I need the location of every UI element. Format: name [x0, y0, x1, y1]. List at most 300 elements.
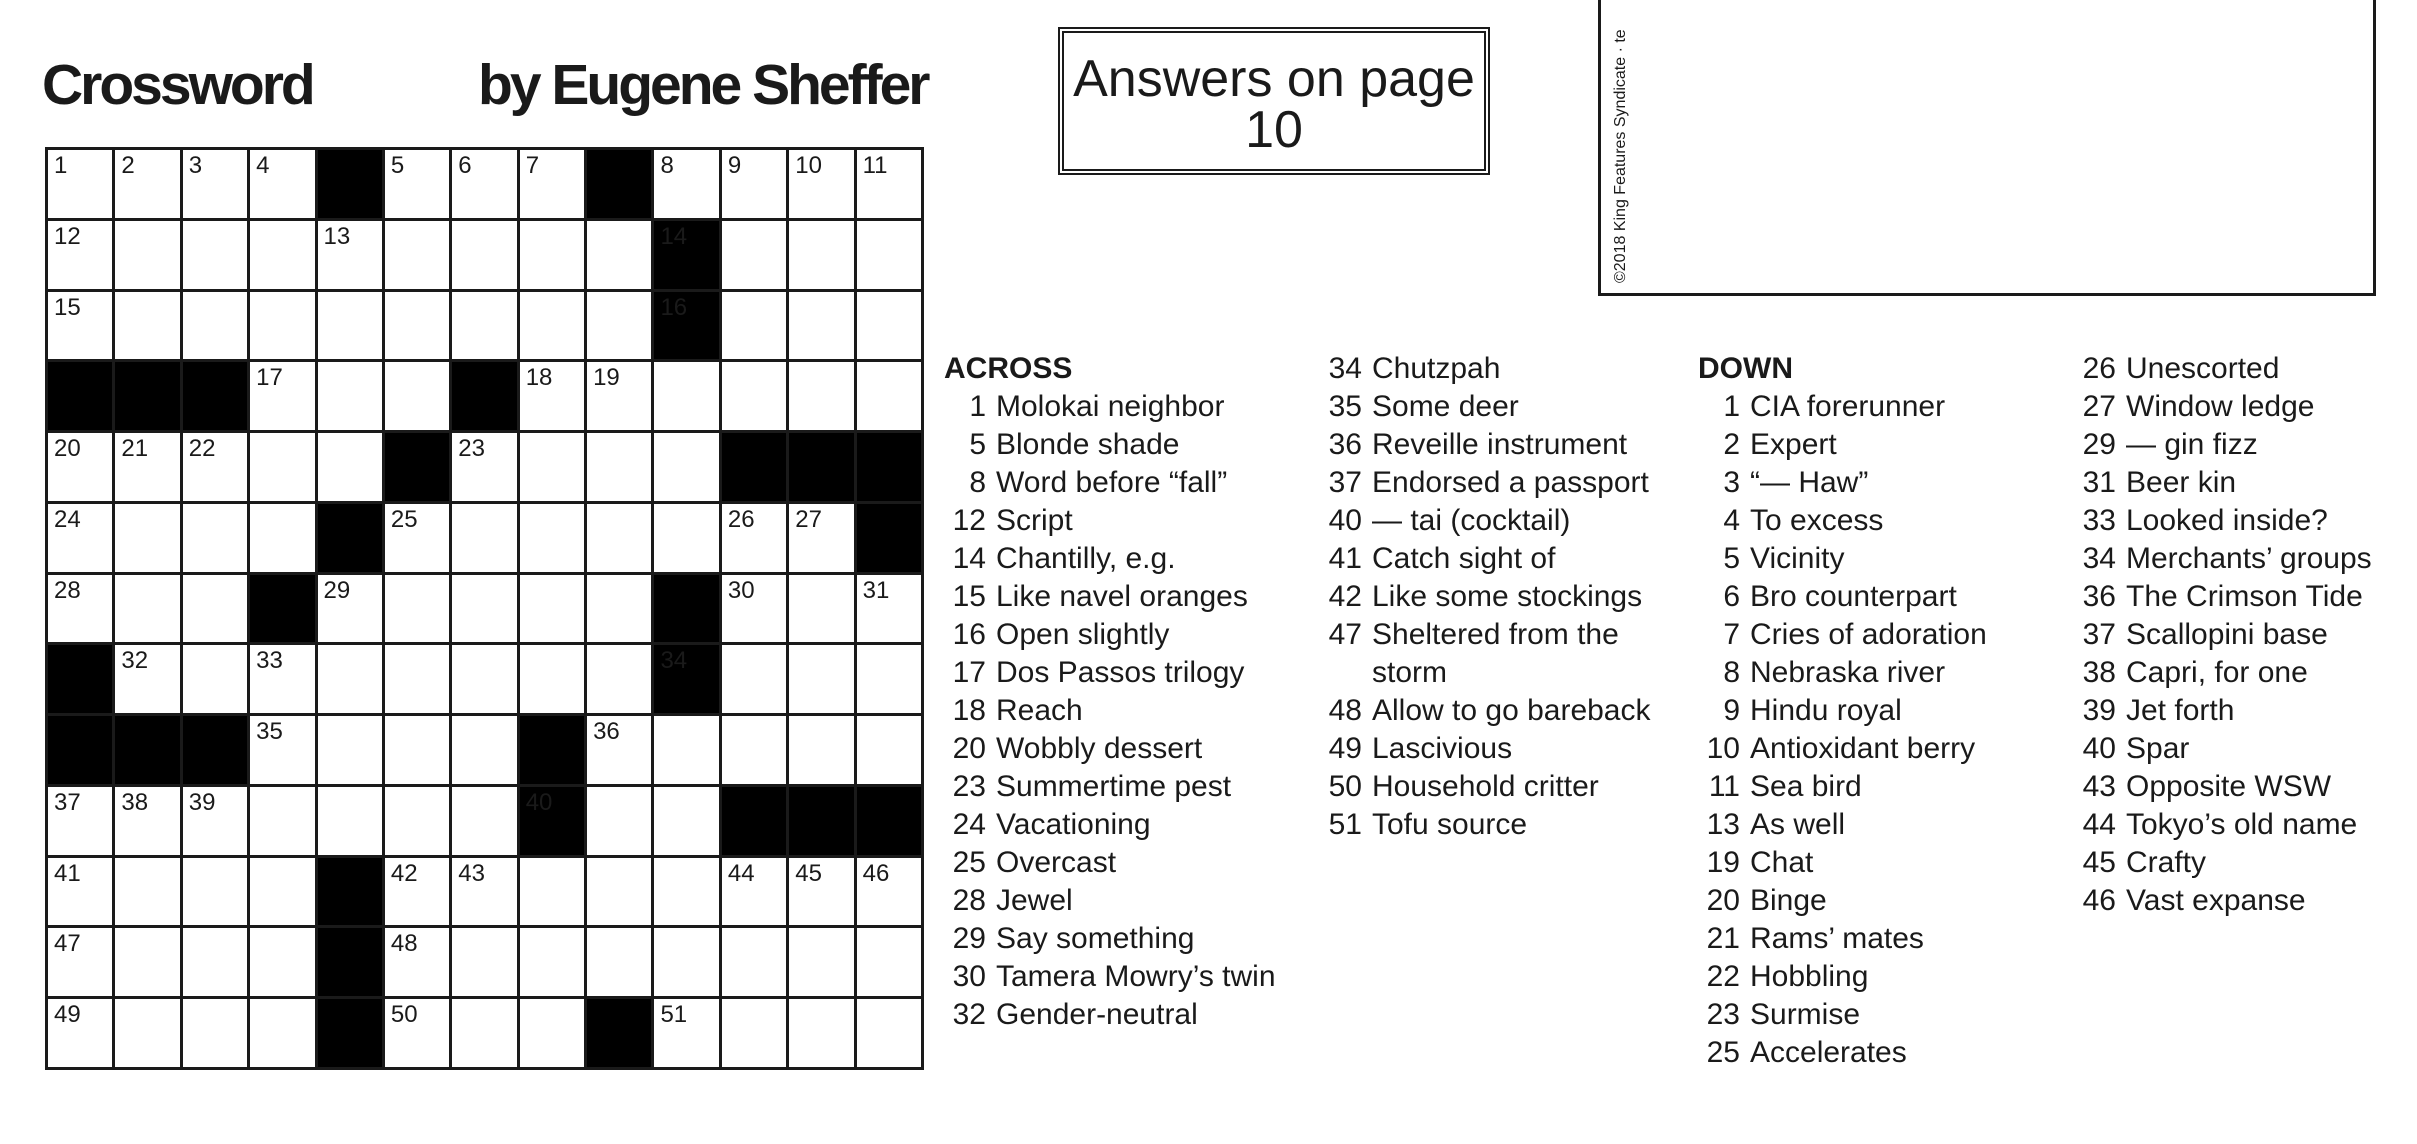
grid-cell[interactable] [452, 292, 516, 360]
clue-number: 16 [660, 293, 688, 321]
grid-cell[interactable] [452, 221, 516, 289]
grid-cell[interactable] [452, 433, 516, 501]
grid-cell[interactable] [722, 150, 786, 218]
grid-cell[interactable] [520, 150, 584, 218]
grid-cell[interactable] [115, 858, 179, 926]
down-heading: DOWN [1698, 352, 1793, 385]
across-clue [944, 464, 1282, 502]
grid-cell[interactable] [48, 858, 112, 926]
clue-text: Beer kin [2126, 466, 2237, 499]
down-clue [1698, 958, 2036, 996]
grid-cell[interactable] [857, 362, 921, 430]
clue-text: — tai (cocktail) [1372, 504, 1571, 537]
grid-cell[interactable] [587, 645, 651, 713]
clue-text: Crafty [2126, 846, 2207, 879]
grid-cell[interactable] [183, 221, 247, 289]
answers-note-box: Answers on page 10 [1058, 27, 1490, 175]
grid-cell[interactable] [857, 150, 921, 218]
across-clues-column-2 [1320, 350, 1680, 844]
clue-text: The Crimson Tide [2126, 580, 2363, 613]
grid-cell[interactable] [789, 999, 853, 1067]
clue-number: 29 [952, 922, 986, 955]
grid-cell[interactable] [722, 858, 786, 926]
clue-number: 43 [2082, 770, 2116, 803]
clue-number: 21 [121, 435, 149, 463]
clue-text: Blonde shade [996, 428, 1180, 461]
clue-text: Merchants’ groups [2126, 542, 2372, 575]
down-clue [1698, 540, 2036, 578]
grid-cell[interactable] [183, 999, 247, 1067]
black-square [318, 150, 382, 218]
across-clue [944, 996, 1282, 1034]
clue-number: 42 [1328, 580, 1362, 613]
down-clue [1698, 920, 2036, 958]
across-clue [944, 730, 1282, 768]
grid-cell[interactable] [115, 221, 179, 289]
grid-cell[interactable] [385, 504, 449, 572]
copyright-notice: ©2018 King Features Syndicate · te [1612, 29, 1629, 283]
black-square [520, 716, 584, 784]
grid-cell[interactable] [520, 858, 584, 926]
grid-cell[interactable] [520, 221, 584, 289]
clue-number: 25 [1706, 1036, 1740, 1069]
grid-cell[interactable] [48, 433, 112, 501]
across-clue [1320, 388, 1680, 426]
clue-text: Chutzpah [1372, 352, 1501, 385]
grid-cell[interactable] [722, 645, 786, 713]
grid-cell[interactable] [587, 292, 651, 360]
grid-cell[interactable] [318, 787, 382, 855]
clue-number: 2 [121, 152, 135, 179]
clue-number: 9 [727, 152, 742, 179]
clue-number: 14 [952, 542, 986, 575]
clue-number: 39 [188, 788, 216, 816]
grid-cell[interactable] [587, 362, 651, 430]
grid-cell[interactable] [587, 858, 651, 926]
black-square [654, 575, 718, 643]
grid-cell[interactable] [115, 787, 179, 855]
across-clue [1320, 350, 1680, 388]
across-clue [944, 502, 1282, 540]
black-square [587, 150, 651, 218]
clue-number: 4 [1723, 504, 1740, 537]
clue-number: 44 [2082, 808, 2116, 841]
clue-number: 32 [121, 647, 149, 675]
grid-cell[interactable] [789, 150, 853, 218]
clue-number: 24 [54, 505, 81, 533]
black-square [857, 504, 921, 572]
black-square [587, 999, 651, 1067]
puzzle-title: Crossword [42, 53, 313, 117]
grid-cell[interactable] [318, 575, 382, 643]
clue-text: Catch sight of [1372, 542, 1556, 575]
grid-cell[interactable] [587, 716, 651, 784]
grid-cell[interactable] [789, 645, 853, 713]
grid-cell[interactable] [789, 928, 853, 996]
grid-cell[interactable] [48, 787, 112, 855]
grid-cell[interactable] [520, 292, 584, 360]
across-clue [944, 616, 1282, 654]
down-clue [1698, 578, 2036, 616]
grid-cell[interactable] [183, 787, 247, 855]
clue-number: 50 [1328, 770, 1362, 803]
clue-number: 28 [54, 576, 81, 604]
clue-text: Scallopini base [2126, 618, 2328, 651]
clue-text: Household critter [1372, 770, 1599, 803]
grid-cell[interactable] [183, 504, 247, 572]
grid-cell[interactable] [48, 999, 112, 1067]
clue-number: 41 [54, 859, 81, 887]
grid-cell[interactable] [452, 787, 516, 855]
grid-cell[interactable] [520, 504, 584, 572]
grid-cell[interactable] [452, 150, 516, 218]
clue-number: 50 [390, 1001, 418, 1029]
clue-number: 33 [2082, 504, 2116, 537]
down-clues-column-1 [1698, 350, 2036, 1072]
clue-text: Gender-neutral [996, 998, 1198, 1031]
down-clue [1698, 806, 2036, 844]
clue-number: 11 [862, 152, 888, 179]
grid-cell[interactable] [587, 433, 651, 501]
clue-number: 8 [1723, 656, 1740, 689]
clue-number: 48 [1328, 694, 1362, 727]
clue-text: Antioxidant berry [1750, 732, 1976, 765]
grid-cell[interactable] [654, 362, 718, 430]
grid-cell[interactable] [857, 858, 921, 926]
grid-cell[interactable] [250, 292, 314, 360]
grid-cell[interactable] [183, 433, 247, 501]
grid-cell[interactable] [250, 858, 314, 926]
grid-cell[interactable] [452, 645, 516, 713]
grid-cell[interactable] [452, 858, 516, 926]
grid-cell[interactable] [857, 645, 921, 713]
clue-number: 44 [727, 859, 755, 887]
grid-cell[interactable] [48, 575, 112, 643]
clue-number: 13 [323, 222, 351, 250]
grid-cell[interactable] [318, 221, 382, 289]
across-clue [1320, 578, 1680, 616]
grid-cell[interactable] [654, 928, 718, 996]
grid-cell[interactable] [587, 504, 651, 572]
grid-cell[interactable] [722, 504, 786, 572]
grid-cell[interactable] [115, 999, 179, 1067]
down-clues-column-2 [2074, 350, 2417, 920]
clue-text: Cries of adoration [1750, 618, 1987, 651]
grid-cell[interactable] [722, 575, 786, 643]
clue-text: Like some stockings [1372, 580, 1643, 613]
clue-number: 17 [952, 656, 986, 689]
grid-cell[interactable] [385, 787, 449, 855]
black-square [318, 999, 382, 1067]
clue-text: Vast expanse [2126, 884, 2306, 917]
grid-cell[interactable] [183, 150, 247, 218]
down-clue [1698, 692, 2036, 730]
clue-number: 10 [795, 152, 822, 179]
grid-cell[interactable] [385, 221, 449, 289]
clue-text: Surmise [1750, 998, 1861, 1031]
clue-text: Overcast [996, 846, 1117, 879]
clue-number: 24 [952, 808, 986, 841]
clue-number: 22 [1706, 960, 1740, 993]
grid-cell[interactable] [520, 999, 584, 1067]
grid-cell[interactable] [722, 716, 786, 784]
grid-cell[interactable] [654, 150, 718, 218]
grid-cell[interactable] [48, 150, 112, 218]
grid-cell[interactable] [385, 575, 449, 643]
grid-cell[interactable] [318, 362, 382, 430]
black-square [48, 716, 112, 784]
clue-number: 43 [458, 859, 485, 887]
grid-cell[interactable] [250, 433, 314, 501]
clue-number: 47 [54, 930, 81, 958]
grid-cell[interactable] [857, 716, 921, 784]
clue-text: Molokai neighbor [996, 390, 1225, 423]
grid-cell[interactable] [115, 150, 179, 218]
clue-number: 33 [256, 647, 283, 675]
clue-text: Hindu royal [1750, 694, 1902, 727]
grid-cell[interactable] [250, 221, 314, 289]
grid-cell[interactable] [857, 221, 921, 289]
across-clue [1320, 464, 1680, 502]
clue-number: 8 [660, 152, 674, 179]
down-clue [2074, 844, 2417, 882]
clue-text: CIA forerunner [1750, 390, 1946, 423]
black-square [250, 575, 314, 643]
clue-number: 5 [969, 428, 986, 461]
grid-cell[interactable] [452, 575, 516, 643]
clue-number: 25 [952, 846, 986, 879]
across-clue [1320, 540, 1680, 578]
grid-cell[interactable] [587, 787, 651, 855]
clue-number: 34 [1328, 352, 1362, 385]
clue-text: “— Haw” [1750, 466, 1869, 499]
grid-cell[interactable] [452, 999, 516, 1067]
grid-cell[interactable] [857, 999, 921, 1067]
grid-cell[interactable] [385, 858, 449, 926]
clue-number: 31 [862, 576, 890, 604]
down-clue [1698, 426, 2036, 464]
clue-text: Tokyo’s old name [2126, 808, 2358, 841]
grid-cell[interactable] [115, 504, 179, 572]
grid-cell[interactable] [385, 716, 449, 784]
clue-text: Reach [996, 694, 1083, 727]
clue-text: Chat [1750, 846, 1814, 879]
clue-number: 11 [1708, 770, 1740, 803]
crossword-grid [45, 147, 924, 1070]
grid-cell[interactable] [789, 362, 853, 430]
black-square [115, 716, 179, 784]
grid-cell[interactable] [722, 999, 786, 1067]
grid-cell[interactable] [385, 999, 449, 1067]
clue-number: 35 [1328, 390, 1362, 423]
clue-number: 8 [969, 466, 986, 499]
clue-number: 40 [2082, 732, 2116, 765]
clue-number: 49 [54, 1001, 81, 1029]
clue-number: 3 [1723, 466, 1740, 499]
clue-number: 18 [525, 364, 553, 392]
clue-number: 15 [54, 293, 81, 321]
clue-text: Vacationing [996, 808, 1151, 841]
clue-number: 51 [1328, 808, 1362, 841]
down-clue [1698, 768, 2036, 806]
clue-number: 12 [952, 504, 986, 537]
grid-cell[interactable] [789, 858, 853, 926]
clue-text: Summertime pest [996, 770, 1232, 803]
grid-cell[interactable] [520, 928, 584, 996]
grid-cell[interactable] [385, 928, 449, 996]
clue-number: 28 [952, 884, 986, 917]
grid-cell[interactable] [183, 858, 247, 926]
grid-cell[interactable] [722, 292, 786, 360]
clue-text: Tamera Mowry’s twin [996, 960, 1276, 993]
grid-cell[interactable] [115, 928, 179, 996]
grid-cell[interactable] [385, 645, 449, 713]
grid-cell[interactable] [789, 221, 853, 289]
grid-cell[interactable] [520, 362, 584, 430]
grid-cell[interactable] [789, 292, 853, 360]
down-clue [2074, 464, 2417, 502]
grid-cell[interactable] [48, 504, 112, 572]
clue-number: 17 [256, 364, 283, 392]
clue-number: 35 [256, 718, 283, 746]
down-clue [1698, 730, 2036, 768]
down-clue [1698, 502, 2036, 540]
clue-text: Nebraska river [1750, 656, 1946, 689]
grid-cell[interactable] [115, 645, 179, 713]
grid-cell[interactable] [452, 928, 516, 996]
grid-cell[interactable] [520, 433, 584, 501]
grid-cell[interactable] [48, 221, 112, 289]
grid-cell[interactable] [452, 504, 516, 572]
clue-number: 29 [323, 576, 351, 604]
grid-cell[interactable] [654, 787, 718, 855]
grid-cell[interactable] [385, 150, 449, 218]
grid-cell[interactable] [654, 504, 718, 572]
across-clue [1320, 806, 1680, 844]
grid-cell[interactable] [452, 716, 516, 784]
across-clue [944, 540, 1282, 578]
clue-number: 36 [1328, 428, 1362, 461]
down-clue [1698, 654, 2036, 692]
clue-number: 30 [727, 576, 755, 604]
grid-cell[interactable] [857, 928, 921, 996]
black-square [857, 787, 921, 855]
grid-cell[interactable] [115, 292, 179, 360]
down-clue [1698, 464, 2036, 502]
grid-cell[interactable] [857, 575, 921, 643]
clue-number: 30 [952, 960, 986, 993]
grid-cell[interactable] [318, 716, 382, 784]
clue-number: 19 [593, 364, 620, 392]
grid-cell[interactable] [183, 928, 247, 996]
ad-box [1598, 0, 2376, 296]
clue-text: Lascivious [1372, 732, 1513, 765]
clue-number: 26 [2082, 352, 2116, 385]
grid-cell[interactable] [250, 999, 314, 1067]
clue-text: Say something [996, 922, 1195, 955]
clue-number: 25 [390, 505, 418, 533]
grid-cell[interactable] [183, 575, 247, 643]
clue-number: 37 [54, 788, 81, 816]
grid-cell[interactable] [385, 362, 449, 430]
grid-cell[interactable] [789, 716, 853, 784]
grid-cell[interactable] [318, 292, 382, 360]
grid-cell[interactable] [250, 928, 314, 996]
grid-cell[interactable] [115, 575, 179, 643]
grid-cell[interactable] [722, 928, 786, 996]
grid-cell[interactable] [654, 716, 718, 784]
grid-cell[interactable] [250, 504, 314, 572]
clue-number: 1 [969, 390, 986, 423]
grid-cell[interactable] [654, 858, 718, 926]
grid-cell[interactable] [722, 221, 786, 289]
clue-number: 46 [2082, 884, 2116, 917]
clue-number: 51 [660, 1001, 688, 1029]
down-clue [1698, 388, 2036, 426]
across-clues-column-1 [944, 350, 1282, 1034]
grid-cell[interactable] [250, 716, 314, 784]
black-square [318, 858, 382, 926]
clue-number: 18 [952, 694, 986, 727]
grid-cell[interactable] [587, 575, 651, 643]
across-clue [944, 920, 1282, 958]
down-clue [2074, 882, 2417, 920]
clue-text: Script [996, 504, 1073, 537]
grid-cell[interactable] [250, 362, 314, 430]
black-square [318, 504, 382, 572]
clue-text: Jewel [996, 884, 1073, 917]
grid-cell[interactable] [183, 292, 247, 360]
grid-cell[interactable] [48, 928, 112, 996]
across-clue [944, 578, 1282, 616]
clue-number: 38 [2082, 656, 2116, 689]
grid-cell[interactable] [115, 433, 179, 501]
down-clue [2074, 730, 2417, 768]
clue-text: Bro counterpart [1750, 580, 1957, 613]
grid-cell[interactable] [654, 999, 718, 1067]
clue-number: 2 [1723, 428, 1740, 461]
clue-number: 27 [795, 505, 822, 533]
grid-cell[interactable] [654, 433, 718, 501]
grid-cell[interactable] [318, 433, 382, 501]
clue-number: 5 [1723, 542, 1740, 575]
grid-cell[interactable] [250, 150, 314, 218]
black-square [115, 362, 179, 430]
clue-number: 46 [862, 859, 890, 887]
grid-cell[interactable] [250, 645, 314, 713]
grid-cell[interactable] [857, 292, 921, 360]
grid-cell[interactable] [183, 645, 247, 713]
across-clue [944, 692, 1282, 730]
grid-cell[interactable] [587, 928, 651, 996]
grid-cell[interactable] [520, 575, 584, 643]
grid-cell[interactable] [722, 362, 786, 430]
grid-cell[interactable] [520, 645, 584, 713]
clue-number: 7 [525, 152, 540, 179]
grid-cell[interactable] [318, 645, 382, 713]
clue-text: Looked inside? [2126, 504, 2328, 537]
across-clue [944, 654, 1282, 692]
black-square [654, 221, 718, 289]
grid-cell[interactable] [250, 787, 314, 855]
across-clue [1320, 502, 1680, 540]
grid-cell[interactable] [789, 575, 853, 643]
grid-cell[interactable] [48, 292, 112, 360]
grid-cell[interactable] [587, 221, 651, 289]
clue-number: 40 [1328, 504, 1362, 537]
grid-cell[interactable] [789, 504, 853, 572]
grid-cell[interactable] [385, 292, 449, 360]
